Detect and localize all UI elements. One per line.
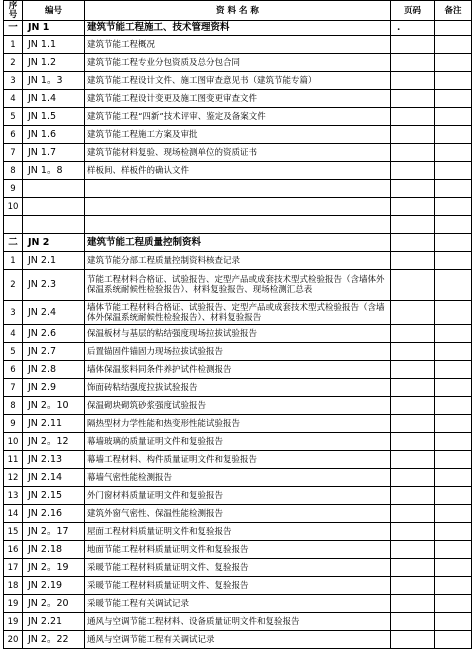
row-name: 墙体保温浆料同条件养护试件检测报告 [85, 361, 391, 379]
row-note [435, 198, 472, 216]
row-page [391, 36, 435, 54]
header-code: 编号 [23, 1, 85, 21]
row-seq: 8 [4, 162, 23, 180]
table-row [4, 216, 472, 234]
row-seq: 3 [4, 72, 23, 90]
row-note [435, 487, 472, 505]
row-page [391, 523, 435, 541]
row-note [435, 72, 472, 90]
table-row [4, 451, 472, 469]
table-row [4, 325, 472, 343]
row-name: 建筑节能工程设计文件、施工图审查意见书（建筑节能专篇） [85, 72, 391, 90]
table-row [4, 559, 472, 577]
table-row [4, 90, 472, 108]
row-page [391, 90, 435, 108]
row-seq: 一 [4, 21, 23, 36]
row-seq: 1 [4, 252, 23, 270]
row-note [435, 144, 472, 162]
table-row [4, 252, 472, 270]
table-row [4, 198, 472, 216]
row-note [435, 126, 472, 144]
row-code: JN 2。22 [23, 631, 85, 649]
row-code: JN 1.1 [23, 36, 85, 54]
row-code: JN 1 [23, 21, 85, 36]
table-row [4, 505, 472, 523]
table-row [4, 180, 472, 198]
table-header-row [4, 1, 472, 21]
row-seq: 10 [4, 198, 23, 216]
row-name: 采暖节能工程材料质量证明文件、复验报告 [85, 577, 391, 595]
row-name: 幕墙工程材料、构件质量证明文件和复验报告 [85, 451, 391, 469]
row-note [435, 234, 472, 252]
row-page [391, 451, 435, 469]
row-name: 建筑节能工程专业分包资质及总分包合同 [85, 54, 391, 72]
row-code: JN 2。10 [23, 397, 85, 415]
row-note [435, 523, 472, 541]
row-seq: 4 [4, 90, 23, 108]
row-seq: 7 [4, 144, 23, 162]
table-row [4, 301, 472, 325]
row-page [391, 343, 435, 361]
row-seq: 二 [4, 234, 23, 252]
table-row [4, 487, 472, 505]
row-note [435, 415, 472, 433]
row-code: JN 1.5 [23, 108, 85, 126]
row-seq: 19 [4, 613, 23, 631]
row-seq: 16 [4, 541, 23, 559]
row-name: 建筑节能工程概况 [85, 36, 391, 54]
row-code: JN 2.13 [23, 451, 85, 469]
table-row [4, 523, 472, 541]
row-note [435, 252, 472, 270]
row-name: 建筑节能分部工程质量控制资料核查记录 [85, 252, 391, 270]
row-note [435, 505, 472, 523]
table-row [4, 397, 472, 415]
row-page [391, 361, 435, 379]
row-page [391, 415, 435, 433]
document-index-table [3, 0, 472, 649]
row-code: JN 1.2 [23, 54, 85, 72]
row-seq: 18 [4, 577, 23, 595]
row-page [391, 487, 435, 505]
row-code: JN 2。19 [23, 559, 85, 577]
row-code: JN 2.9 [23, 379, 85, 397]
row-note [435, 361, 472, 379]
table-row [4, 72, 472, 90]
row-code: JN 1.4 [23, 90, 85, 108]
table-row [4, 108, 472, 126]
row-name: 外门窗材料质量证明文件和复验报告 [85, 487, 391, 505]
table-row [4, 379, 472, 397]
row-page [391, 631, 435, 649]
row-name: 饰面砖粘结强度拉拔试验报告 [85, 379, 391, 397]
row-note [435, 343, 472, 361]
row-name: 幕墙玻璃的质量证明文件和复验报告 [85, 433, 391, 451]
row-note [435, 613, 472, 631]
row-seq: 14 [4, 505, 23, 523]
row-name: 幕墙气密性能检测报告 [85, 469, 391, 487]
row-code: JN 1.7 [23, 144, 85, 162]
row-code: JN 2.3 [23, 270, 85, 301]
table-row [4, 613, 472, 631]
row-code: JN 2.18 [23, 541, 85, 559]
header-note: 备注 [435, 1, 472, 21]
row-note [435, 90, 472, 108]
row-note [435, 595, 472, 613]
row-page [391, 613, 435, 631]
row-code: JN 2.19 [23, 577, 85, 595]
row-code: JN 2.1 [23, 252, 85, 270]
row-name: 保温板材与基层的粘结强度现场拉拔试验报告 [85, 325, 391, 343]
row-seq: 19 [4, 595, 23, 613]
row-seq: 9 [4, 415, 23, 433]
table-row [4, 270, 472, 301]
row-name: 建筑节能工程施工、技术管理资料 [85, 21, 391, 36]
row-name: 建筑节能工程设计变更及施工图变更审查文件 [85, 90, 391, 108]
table-row [4, 541, 472, 559]
row-note [435, 180, 472, 198]
table-row [4, 595, 472, 613]
row-name: 保温砌块砌筑砂浆强度试验报告 [85, 397, 391, 415]
table-row [4, 144, 472, 162]
row-code: JN 2。12 [23, 433, 85, 451]
table-row [4, 162, 472, 180]
row-note [435, 36, 472, 54]
row-name: 节能工程材料合格证、试验报告、定型产品或成套技术型式检验报告（含墙体外保温系统耐候性检验报告）、材料复验报告、现场检测汇总表 [85, 270, 391, 301]
row-note [435, 451, 472, 469]
row-note [435, 577, 472, 595]
row-seq: 12 [4, 469, 23, 487]
row-seq: 6 [4, 126, 23, 144]
row-note [435, 216, 472, 234]
row-page [391, 595, 435, 613]
row-note [435, 21, 472, 36]
row-name: 建筑外窗气密性、保温性能检测报告 [85, 505, 391, 523]
row-name: 地面节能工程材料质量证明文件和复验报告 [85, 541, 391, 559]
row-note [435, 270, 472, 301]
row-page [391, 216, 435, 234]
row-name: 墙体节能工程材料合格证、试验报告、定型产品或成套技术型式检验报告（含墙体外保温系统耐候性检验报告）、材料复验报告 [85, 301, 391, 325]
row-page [391, 72, 435, 90]
row-code [23, 216, 85, 234]
row-code: JN 2。17 [23, 523, 85, 541]
row-page [391, 577, 435, 595]
row-seq: 2 [4, 54, 23, 72]
row-note [435, 559, 472, 577]
row-seq: 6 [4, 361, 23, 379]
row-page [391, 162, 435, 180]
row-name: 通风与空调节能工程材料、设备质量证明文件和复验报告 [85, 613, 391, 631]
row-name: 建筑节能工程质量控制资料 [85, 234, 391, 252]
row-note [435, 108, 472, 126]
row-page [391, 234, 435, 252]
row-name: 建筑节能工程施工方案及审批 [85, 126, 391, 144]
row-name: 隔热型材力学性能和热变形性能试验报告 [85, 415, 391, 433]
row-note [435, 162, 472, 180]
row-seq: 8 [4, 397, 23, 415]
row-page [391, 54, 435, 72]
section-row [4, 234, 472, 252]
row-page [391, 252, 435, 270]
row-code: JN 1.6 [23, 126, 85, 144]
row-page [391, 397, 435, 415]
row-seq: 3 [4, 301, 23, 325]
header-page: 页码 [391, 1, 435, 21]
row-code: JN 1。8 [23, 162, 85, 180]
row-page [391, 433, 435, 451]
table-row [4, 343, 472, 361]
row-name [85, 216, 391, 234]
table-row [4, 469, 472, 487]
table-row [4, 631, 472, 649]
row-note [435, 469, 472, 487]
row-code: JN 2.15 [23, 487, 85, 505]
header-name: 资 料 名 称 [85, 1, 391, 21]
table-row [4, 361, 472, 379]
row-page [391, 379, 435, 397]
row-page: . [391, 21, 435, 36]
row-seq: 10 [4, 433, 23, 451]
row-note [435, 379, 472, 397]
row-seq: 2 [4, 270, 23, 301]
row-code: JN 2.6 [23, 325, 85, 343]
row-page [391, 270, 435, 301]
row-code: JN 2 [23, 234, 85, 252]
row-page [391, 198, 435, 216]
row-name: 建筑节能工程“四新”技术评审、鉴定及备案文件 [85, 108, 391, 126]
row-code: JN 2.16 [23, 505, 85, 523]
row-code [23, 198, 85, 216]
row-code: JN 2.11 [23, 415, 85, 433]
row-page [391, 301, 435, 325]
row-note [435, 325, 472, 343]
row-seq: 5 [4, 343, 23, 361]
row-seq: 15 [4, 523, 23, 541]
row-code: JN 2.14 [23, 469, 85, 487]
row-seq: 7 [4, 379, 23, 397]
row-code: JN 2.21 [23, 613, 85, 631]
row-seq: 5 [4, 108, 23, 126]
row-note [435, 541, 472, 559]
row-page [391, 180, 435, 198]
row-seq: 17 [4, 559, 23, 577]
row-seq [4, 216, 23, 234]
row-note [435, 397, 472, 415]
row-name: 屋面工程材料质量证明文件和复验报告 [85, 523, 391, 541]
row-page [391, 559, 435, 577]
table-row [4, 415, 472, 433]
row-name: 通风与空调节能工程有关调试记录 [85, 631, 391, 649]
row-page [391, 541, 435, 559]
row-name [85, 180, 391, 198]
row-note [435, 433, 472, 451]
row-page [391, 469, 435, 487]
row-name: 后置锚固件锚固力现场拉拔试验报告 [85, 343, 391, 361]
table-row [4, 36, 472, 54]
row-code: JN 2.4 [23, 301, 85, 325]
row-note [435, 54, 472, 72]
row-seq: 20 [4, 631, 23, 649]
table-row [4, 433, 472, 451]
row-seq: 1 [4, 36, 23, 54]
row-name: 采暖节能工程有关调试记录 [85, 595, 391, 613]
row-seq: 13 [4, 487, 23, 505]
row-page [391, 144, 435, 162]
row-page [391, 126, 435, 144]
header-seq: 序号 [4, 1, 23, 21]
row-name: 样板间、样板件的确认文件 [85, 162, 391, 180]
row-name: 建筑节能材料复验、现场检测单位的资质证书 [85, 144, 391, 162]
row-page [391, 325, 435, 343]
row-code: JN 2。20 [23, 595, 85, 613]
table-row [4, 126, 472, 144]
section-row [4, 21, 472, 36]
row-seq: 4 [4, 325, 23, 343]
row-seq: 9 [4, 180, 23, 198]
row-page [391, 108, 435, 126]
row-seq: 11 [4, 451, 23, 469]
row-code: JN 2.7 [23, 343, 85, 361]
row-name: 采暖节能工程材料质量证明文件、复验报告 [85, 559, 391, 577]
table-row [4, 577, 472, 595]
row-code [23, 180, 85, 198]
row-code: JN 1。3 [23, 72, 85, 90]
row-name [85, 198, 391, 216]
row-code: JN 2.8 [23, 361, 85, 379]
row-page [391, 505, 435, 523]
row-note [435, 631, 472, 649]
table-row [4, 54, 472, 72]
row-note [435, 301, 472, 325]
